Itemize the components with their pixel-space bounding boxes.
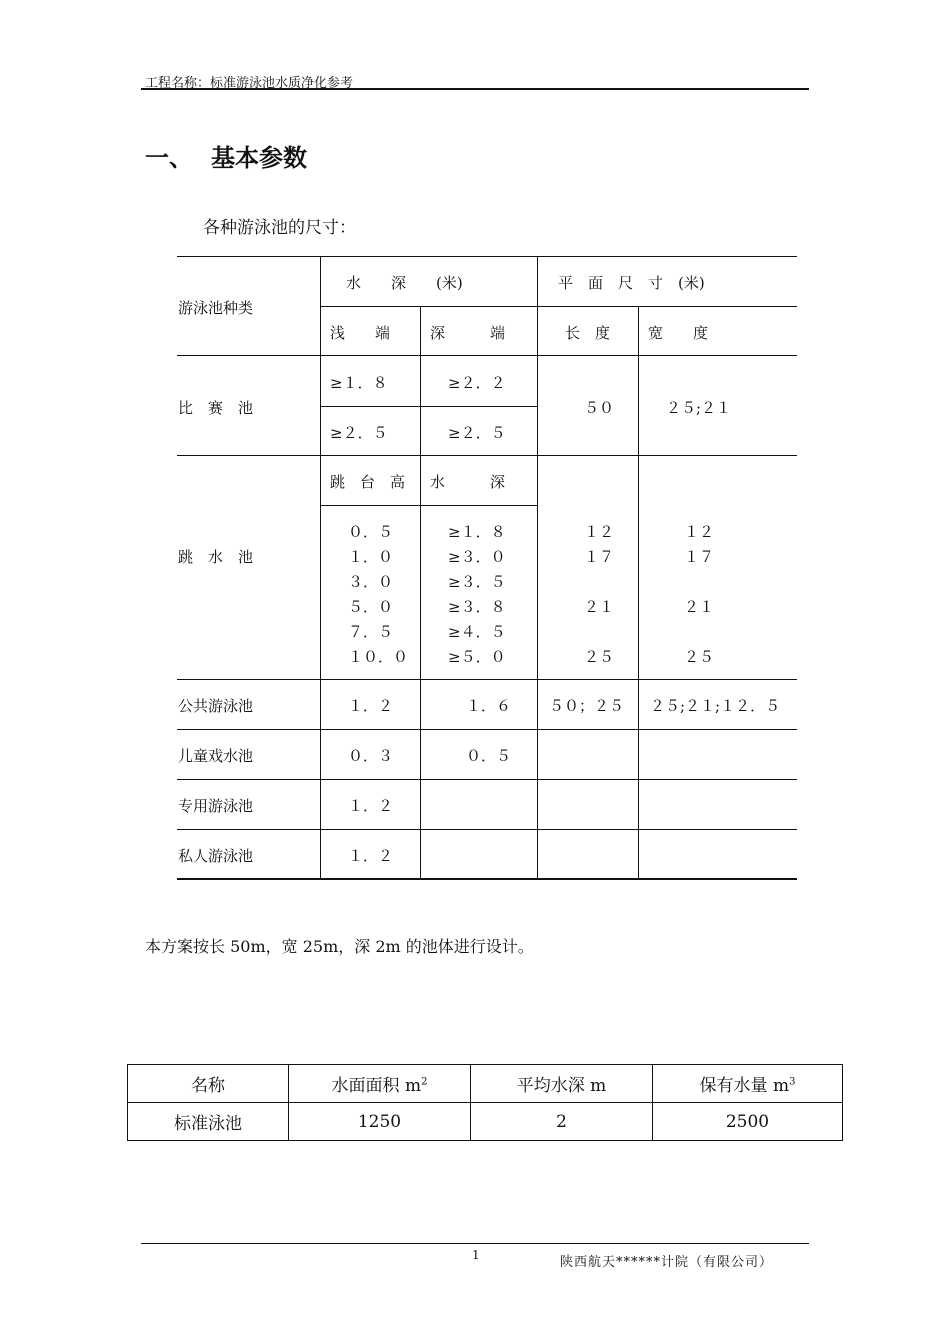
footer-divider <box>141 1243 809 1244</box>
table-rule <box>320 306 797 307</box>
footer-company: 陕西航天******计院（有限公司） <box>560 1255 774 1270</box>
cell: ≥４．５ <box>448 623 506 641</box>
header-width: 宽 度 <box>648 324 709 342</box>
section-title-text: 基本参数 <box>211 144 307 172</box>
cell: ０．５ <box>466 747 512 765</box>
header-area: 水面面积 $m^2$ <box>289 1065 471 1103</box>
cell: １．２ <box>348 697 394 715</box>
table-rule <box>177 355 797 356</box>
table-rule <box>177 256 797 257</box>
row-pool-name: 公共游泳池 <box>178 697 254 715</box>
row-pool-name: 专用游泳池 <box>178 797 254 815</box>
cell: １２ <box>684 523 715 541</box>
cell: １０．０ <box>348 648 409 666</box>
table-rule <box>177 779 797 780</box>
cell: ≥１．８ <box>448 523 506 541</box>
cell-depth: 2 <box>471 1103 653 1141</box>
table-vrule <box>420 306 421 878</box>
cell: ５０；２５ <box>549 697 625 715</box>
cell: ２５;２１ <box>666 399 732 417</box>
cell: ≥１．８ <box>330 374 388 392</box>
header-avg-depth: 平均水深 m <box>471 1065 653 1103</box>
cell: ≥３．８ <box>448 598 506 616</box>
cell: ３．０ <box>348 573 394 591</box>
header-water-depth: 水 深 <box>430 473 506 491</box>
header-length: 长 度 <box>565 324 611 342</box>
table-vrule <box>638 306 639 878</box>
cell: ０．５ <box>348 523 394 541</box>
header-name: 名称 <box>128 1065 289 1103</box>
cell: ２５ <box>684 648 715 666</box>
header-deep: 深 端 <box>430 324 506 342</box>
cell: ２１ <box>584 598 615 616</box>
row-pool-name: 私人游泳池 <box>178 847 254 865</box>
cell: １２ <box>584 523 615 541</box>
cell: ≥３．５ <box>448 573 506 591</box>
table-rule <box>320 406 538 407</box>
header-platform-height: 跳 台 高 <box>330 473 406 491</box>
table-header-row <box>128 1065 843 1103</box>
table-rule <box>177 679 797 680</box>
cell-area: 1250 <box>289 1103 471 1141</box>
cell: ２１ <box>684 598 715 616</box>
table-rule <box>177 878 797 880</box>
design-note: 本方案按长 50m，宽 25m，深 2m 的池体进行设计。 <box>145 937 534 956</box>
header-plane-size: 平 面 尺 寸 (米) <box>558 274 705 292</box>
cell: １．０ <box>348 548 394 566</box>
page-number: 1 <box>472 1248 480 1262</box>
cell: ５．０ <box>348 598 394 616</box>
project-name: 工程名称：标准游泳池水质净化参考 <box>145 76 354 91</box>
table-rule <box>177 729 797 730</box>
cell: １．２ <box>348 847 394 865</box>
cell: １．６ <box>466 697 512 715</box>
table-vrule <box>537 256 538 878</box>
water-volume-table <box>127 1064 843 1141</box>
cell: ０．３ <box>348 747 394 765</box>
intro-text: 各种游泳池的尺寸： <box>203 218 356 238</box>
header-volume: 保有水量 $m^3$ <box>653 1065 843 1103</box>
table-row <box>128 1103 843 1141</box>
section-number: 一、 <box>145 144 193 172</box>
header-depth: 水 深 (米) <box>346 274 463 292</box>
cell: １．２ <box>348 797 394 815</box>
cell: １７ <box>684 548 715 566</box>
table-rule <box>177 455 797 456</box>
table-vrule <box>320 256 321 878</box>
row-pool-name: 儿童戏水池 <box>178 747 254 765</box>
cell: ５０ <box>584 399 615 417</box>
cell: ２５;２１;１２．５ <box>650 697 781 715</box>
cell: ≥３．０ <box>448 548 506 566</box>
section-title <box>145 138 307 173</box>
row-diving-name: 跳 水 池 <box>178 548 254 566</box>
cell-volume: 2500 <box>653 1103 843 1141</box>
table-rule <box>177 829 797 830</box>
row-competition-name: 比 赛 池 <box>178 399 254 417</box>
header-pool-type: 游泳池种类 <box>178 299 254 317</box>
header-divider <box>141 88 809 90</box>
cell: ≥２．５ <box>330 424 388 442</box>
header-shallow: 浅 端 <box>330 324 391 342</box>
cell: １７ <box>584 548 615 566</box>
cell-name: 标准泳池 <box>128 1103 289 1141</box>
cell: ≥５．０ <box>448 648 506 666</box>
cell: ７．５ <box>348 623 394 641</box>
cell: ≥２．２ <box>448 374 506 392</box>
cell: ２５ <box>584 648 615 666</box>
cell: ≥２．５ <box>448 424 506 442</box>
table-rule <box>320 505 538 506</box>
